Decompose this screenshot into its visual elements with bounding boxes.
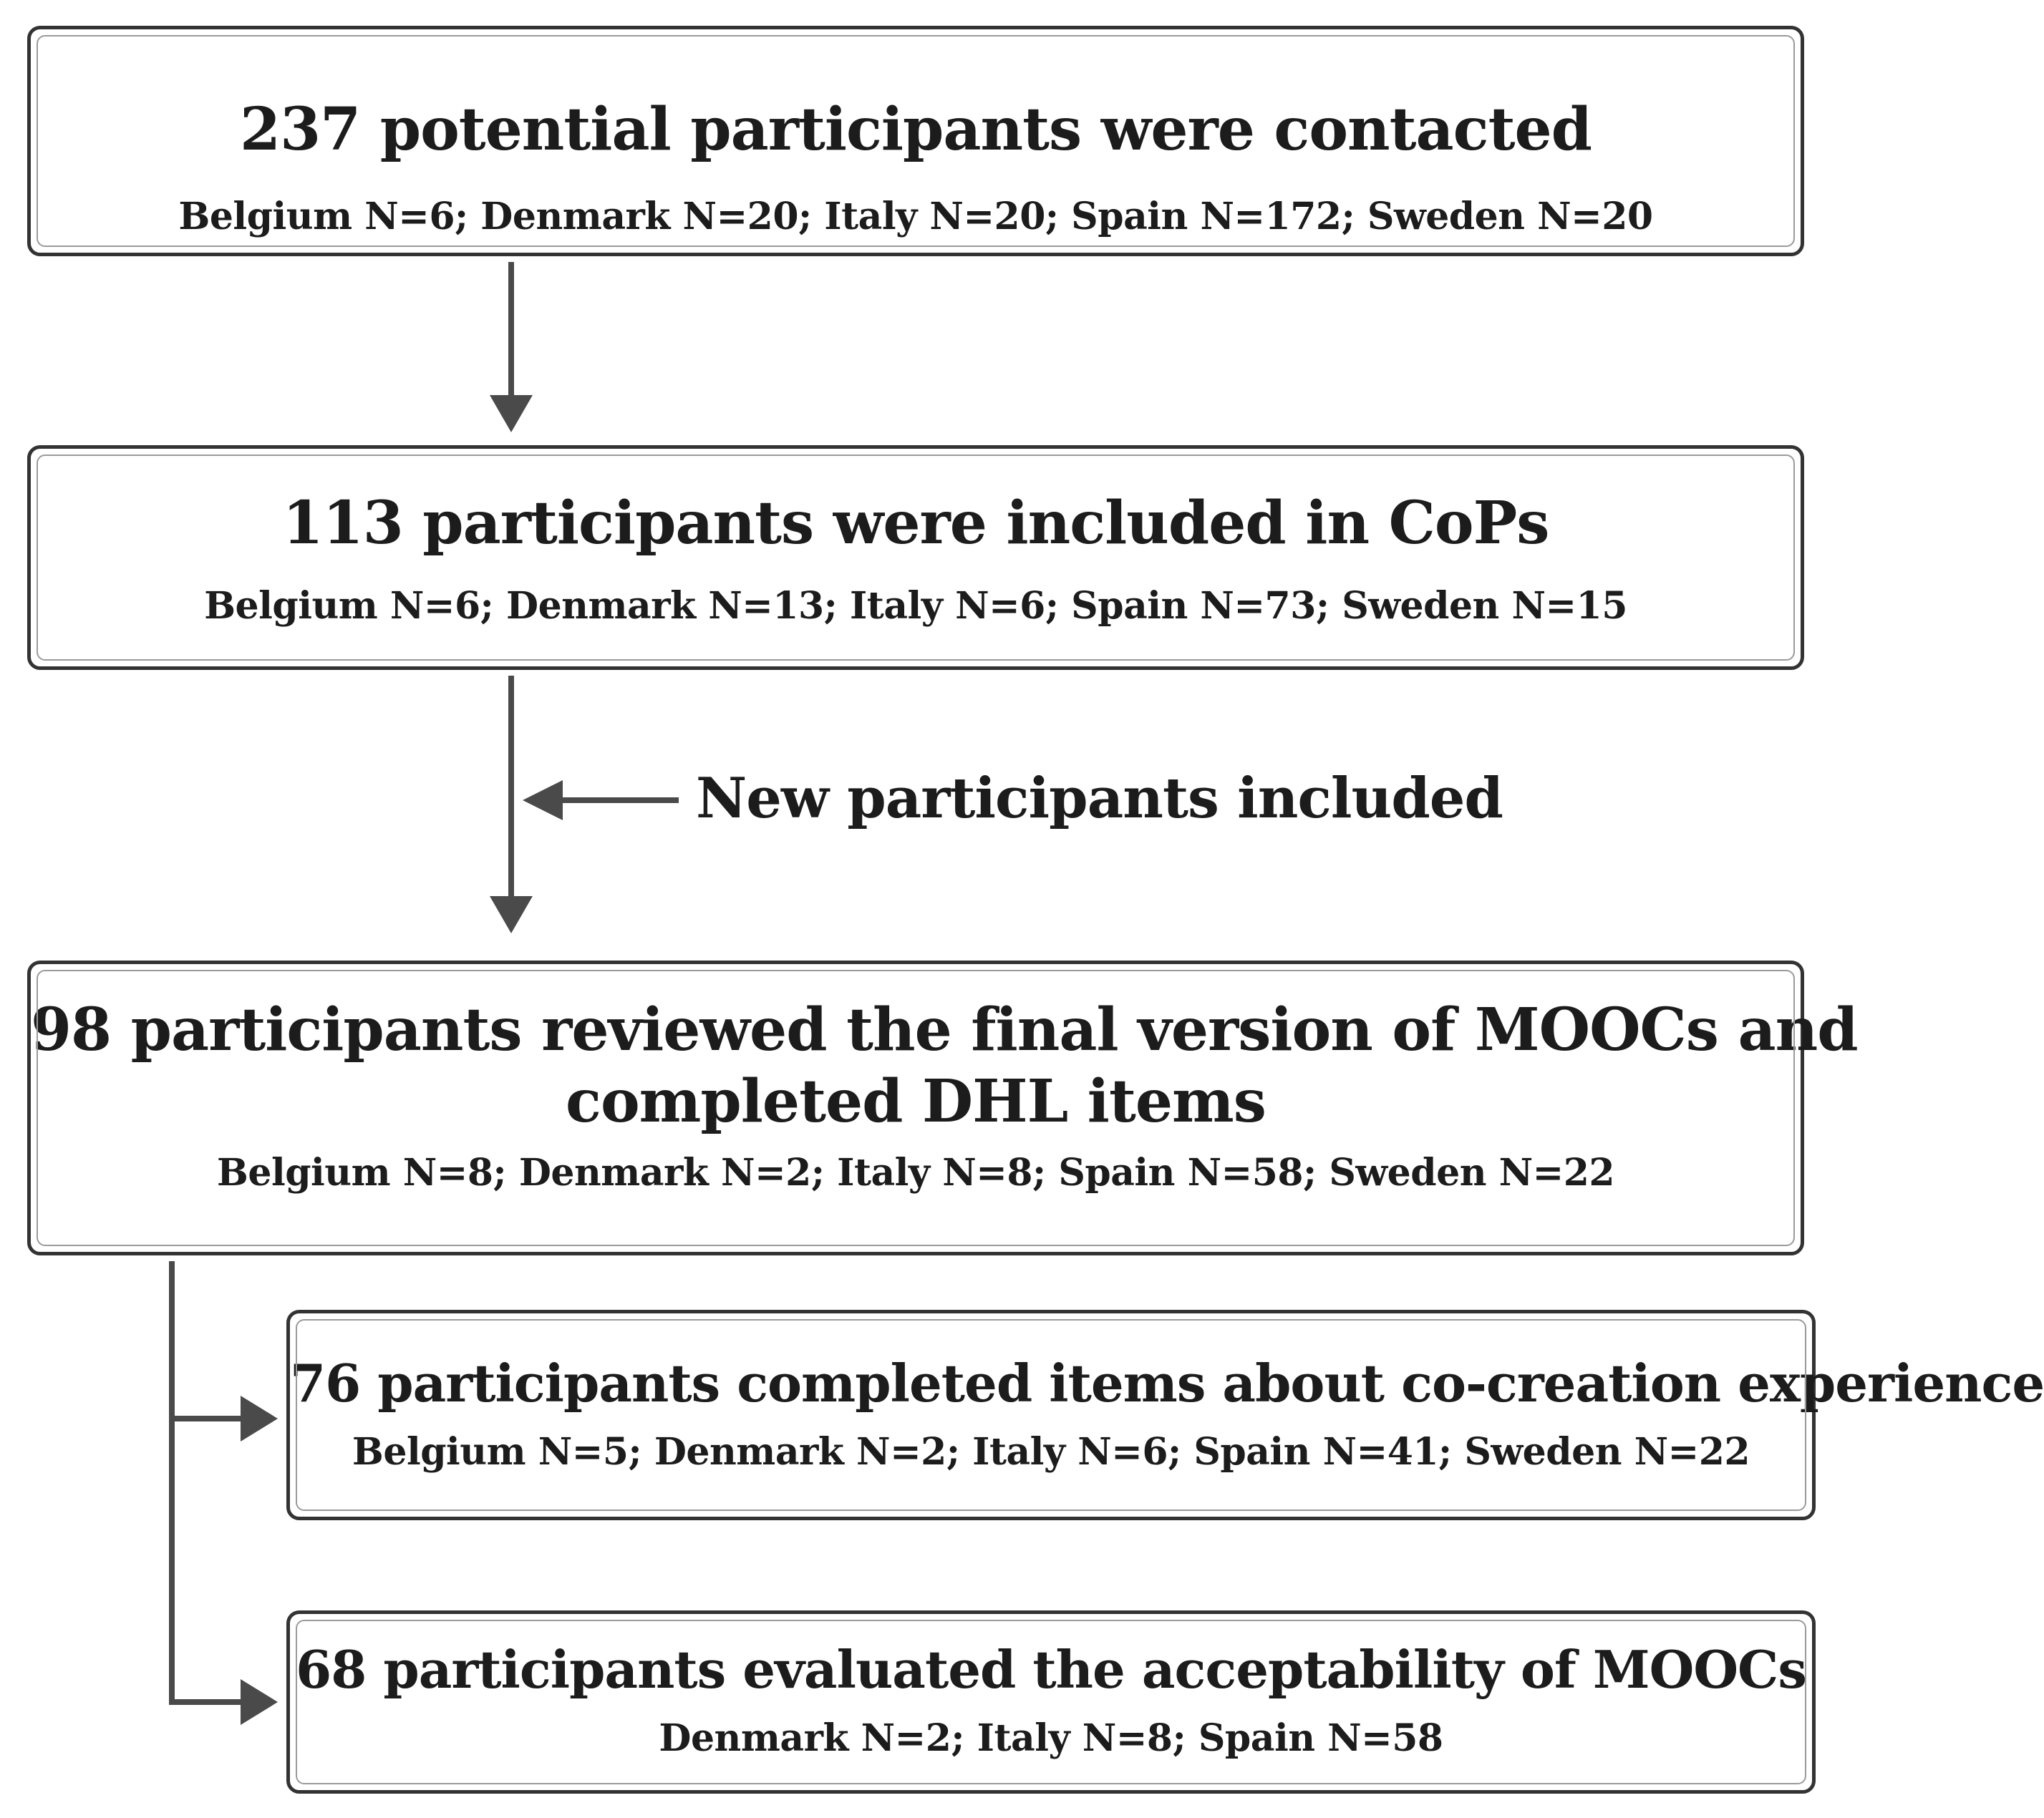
box-acceptability-title: 68 participants evaluated the acceptability of MOOCs <box>296 1639 1806 1700</box>
side-arrow-shaft <box>561 797 679 803</box>
branch-2-horizontal <box>169 1699 243 1705</box>
box-included <box>27 445 1804 670</box>
arrow-2-head <box>490 896 533 933</box>
box-contacted <box>27 26 1804 256</box>
branch-2-head <box>241 1679 278 1725</box>
box-cocreation-title: 76 participants completed items about co-creation experience <box>290 1353 2044 1414</box>
box-contacted-countries: Belgium N=6; Denmark N=20; Italy N=20; Spain N=172; Sweden N=20 <box>178 195 1653 238</box>
box-reviewed-title-line2: completed DHL items <box>566 1067 1266 1136</box>
box-contacted-title: 237 potential participants were contacted <box>240 95 1592 164</box>
box-included-countries: Belgium N=6; Denmark N=13; Italy N=6; Spain N=73; Sweden N=15 <box>204 584 1627 628</box>
arrow-1-shaft <box>508 262 514 398</box>
arrow-1-head <box>490 395 533 432</box>
arrow-2-shaft <box>508 676 514 899</box>
branch-vertical <box>169 1261 175 1705</box>
box-included-title: 113 participants were included in CoPs <box>282 489 1549 558</box>
branch-1-head <box>241 1396 278 1442</box>
box-cocreation-countries: Belgium N=5; Denmark N=2; Italy N=6; Spain N=41; Sweden N=22 <box>352 1430 1750 1474</box>
box-acceptability-countries: Denmark N=2; Italy N=8; Spain N=58 <box>659 1716 1443 1760</box>
box-cocreation <box>286 1310 2044 1520</box>
box-acceptability <box>286 1610 1816 1794</box>
box-reviewed <box>27 961 1858 1255</box>
side-note-label: New participants included <box>696 766 1503 831</box>
box-reviewed-title-line1: 98 participants reviewed the final version of MOOCs and <box>31 996 1858 1064</box>
side-arrow-head <box>523 780 563 820</box>
box-reviewed-countries: Belgium N=8; Denmark N=2; Italy N=8; Spain N=58; Sweden N=22 <box>216 1151 1615 1195</box>
branch-1-horizontal <box>169 1416 243 1421</box>
